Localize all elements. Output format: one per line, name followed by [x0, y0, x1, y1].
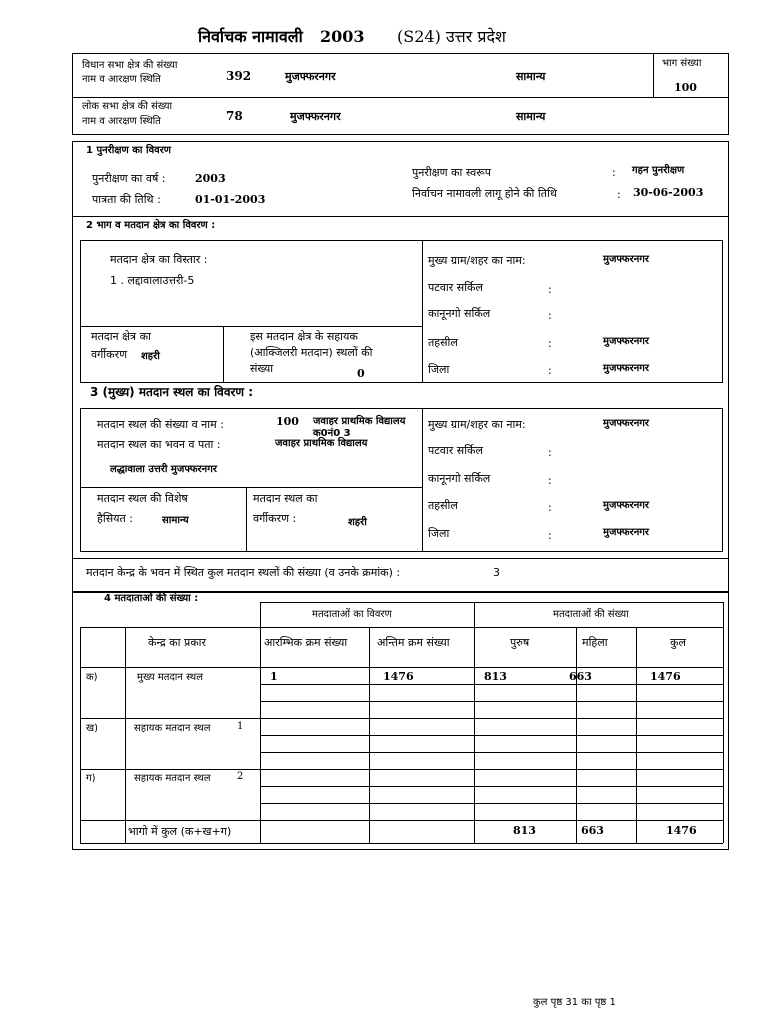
- col-start-serial: आरम्भिक क्रम संख्या: [264, 636, 348, 649]
- publish-date-value: 30-06-2003: [633, 186, 704, 199]
- s2-tehsil-value: मुजफ्फरनगर: [603, 336, 649, 347]
- total-male: 813: [513, 824, 536, 837]
- s3-patwari-label: पटवार सर्किल: [428, 444, 483, 457]
- aux-value: 0: [357, 367, 365, 380]
- s2-district-value: मुजफ्फरनगर: [603, 363, 649, 374]
- col-female: महिला: [582, 636, 608, 649]
- col-total: कुल: [670, 636, 686, 649]
- section3-heading: 3 (मुख्य) मतदान स्थल का विवरण :: [90, 385, 254, 399]
- area-class-label-2: वर्गीकरण: [91, 348, 128, 361]
- assembly-label-1: विधान सभा क्षेत्र की संख्या: [82, 60, 178, 71]
- station-label: मतदान स्थल की संख्या व नाम :: [97, 418, 224, 431]
- s2-village-value: मुजफ्फरनगर: [603, 254, 649, 265]
- special-label-1: मतदान स्थल की विशेष: [97, 492, 188, 505]
- row-a-start: 1: [270, 670, 278, 683]
- revision-year-value: 2003: [195, 172, 226, 185]
- row-b-num: 1: [237, 721, 244, 732]
- s2-tehsil-label: तहसील: [428, 336, 458, 349]
- col-station-type: केन्द्र का प्रकार: [148, 636, 207, 649]
- total-stations-value: 3: [493, 566, 500, 579]
- eligibility-value: 01-01-2003: [195, 193, 266, 206]
- extent-label: मतदान क्षेत्र का विस्तार :: [110, 253, 208, 266]
- part-label: भाग संख्या: [662, 58, 702, 69]
- s3-kanungo-label: कानूनगो सर्किल: [428, 472, 491, 485]
- area-class-label-1: मतदान क्षेत्र का: [91, 330, 151, 343]
- parliament-label-1: लोक सभा क्षेत्र की संख्या: [82, 101, 173, 112]
- s3-village-value: मुजफ्फरनगर: [603, 418, 649, 429]
- parliament-label-2: नाम व आरक्षण स्थिति: [82, 116, 161, 127]
- assembly-name: मुजफ्फरनगर: [285, 70, 336, 83]
- station-name-1: जवाहर प्राथमिक विद्यालय: [313, 416, 406, 427]
- address-label: मतदान स्थल का भवन व पता :: [97, 438, 221, 451]
- total-row-label: भागो में कुल (क+ख+ग): [128, 825, 232, 838]
- parliament-status: सामान्य: [516, 110, 546, 123]
- total-female: 663: [581, 824, 604, 837]
- assembly-number: 392: [226, 69, 252, 83]
- s3-district-label: जिला: [428, 527, 450, 540]
- s3-village-label: मुख्य ग्राम/शहर का नाम:: [428, 418, 526, 431]
- row-a-code: क): [86, 672, 98, 683]
- address-value-1: जवाहर प्राथमिक विद्यालय: [275, 438, 368, 449]
- page-indicator: कुल पृष्ठ 31 का पृष्ठ 1: [533, 997, 616, 1008]
- station-class-label-1: मतदान स्थल का: [253, 492, 318, 505]
- voters-table-box: [72, 592, 729, 850]
- station-number: 100: [276, 415, 299, 428]
- special-value: सामान्य: [162, 515, 189, 526]
- col-male: पुरुष: [510, 636, 530, 649]
- eligibility-label: पात्रता की तिथि :: [92, 193, 161, 206]
- col-end-serial: अन्तिम क्रम संख्या: [377, 636, 450, 649]
- s2-district-label: जिला: [428, 363, 450, 376]
- parliament-name: मुजफ्फरनगर: [290, 110, 341, 123]
- s2-patwari-label: पटवार सर्किल: [428, 281, 483, 294]
- s2-village-label: मुख्य ग्राम/शहर का नाम:: [428, 254, 526, 267]
- row-c-num: 2: [237, 771, 244, 782]
- section2-heading: 2 भाग व मतदान क्षेत्र का विवरण :: [86, 220, 216, 231]
- row-c-code: ग): [86, 773, 96, 784]
- special-label-2: हैसियत :: [97, 512, 133, 525]
- address-value-2: लद्धावाला उत्तरी मुजफ्फरनगर: [110, 464, 217, 475]
- section4-heading: 4 मतदाताओं की संख्या :: [104, 593, 199, 604]
- s3-district-value: मुजफ्फरनगर: [603, 527, 649, 538]
- total-total: 1476: [666, 824, 697, 837]
- parliament-number: 78: [226, 109, 243, 123]
- document-title: निर्वाचक नामावली: [198, 27, 303, 46]
- revision-type-value: गहन पुनरीक्षण: [632, 165, 685, 176]
- part-number: 100: [674, 81, 697, 94]
- row-c-label: सहायक मतदान स्थल: [134, 773, 211, 784]
- total-stations-label: मतदान केन्द्र के भवन में स्थित कुल मतदान स्थलों की संख्या (व उनके क्रमांक) :: [86, 566, 401, 579]
- row-b-code: ख): [86, 723, 99, 734]
- state-code: (S24) उत्तर प्रदेश: [397, 27, 506, 46]
- col-group-count: मतदाताओं की संख्या: [553, 609, 629, 620]
- station-class-label-2: वर्गीकरण :: [253, 512, 297, 525]
- col-group-detail: मतदाताओं का विवरण: [312, 609, 392, 620]
- aux-label-2: (आक्जिलरी मतदान) स्थलों की: [250, 346, 373, 359]
- station-class-value: शहरी: [348, 517, 367, 528]
- row-a-label: मुख्य मतदान स्थल: [137, 672, 203, 683]
- s3-tehsil-value: मुजफ्फरनगर: [603, 500, 649, 511]
- revision-type-label: पुनरीक्षण का स्वरूप: [412, 166, 492, 179]
- aux-label-1: इस मतदान क्षेत्र के सहायक: [250, 330, 358, 343]
- assembly-status: सामान्य: [516, 70, 546, 83]
- s2-kanungo-label: कानूनगो सर्किल: [428, 307, 491, 320]
- revision-year-label: पुनरीक्षण का वर्ष :: [92, 172, 166, 185]
- publish-date-label: निर्वाचन नामावली लागू होने की तिथि: [412, 187, 557, 200]
- row-b-label: सहायक मतदान स्थल: [134, 723, 211, 734]
- row-a-total: 1476: [650, 670, 681, 683]
- row-a-male: 813: [484, 670, 507, 683]
- revision-heading: 1 पुनरीक्षण का विवरण: [86, 145, 172, 156]
- extent-value: 1 . लद्दावालाउत्तरी-5: [110, 274, 195, 287]
- station-name-2: क0नं0 3: [313, 428, 351, 439]
- row-a-end: 1476: [383, 670, 414, 683]
- s3-tehsil-label: तहसील: [428, 499, 458, 512]
- assembly-label-2: नाम व आरक्षण स्थिति: [82, 74, 161, 85]
- document-year: 2003: [320, 27, 365, 46]
- row-a-female: 663: [569, 670, 592, 683]
- area-class-value: शहरी: [141, 351, 160, 362]
- aux-label-3: संख्या: [250, 362, 274, 375]
